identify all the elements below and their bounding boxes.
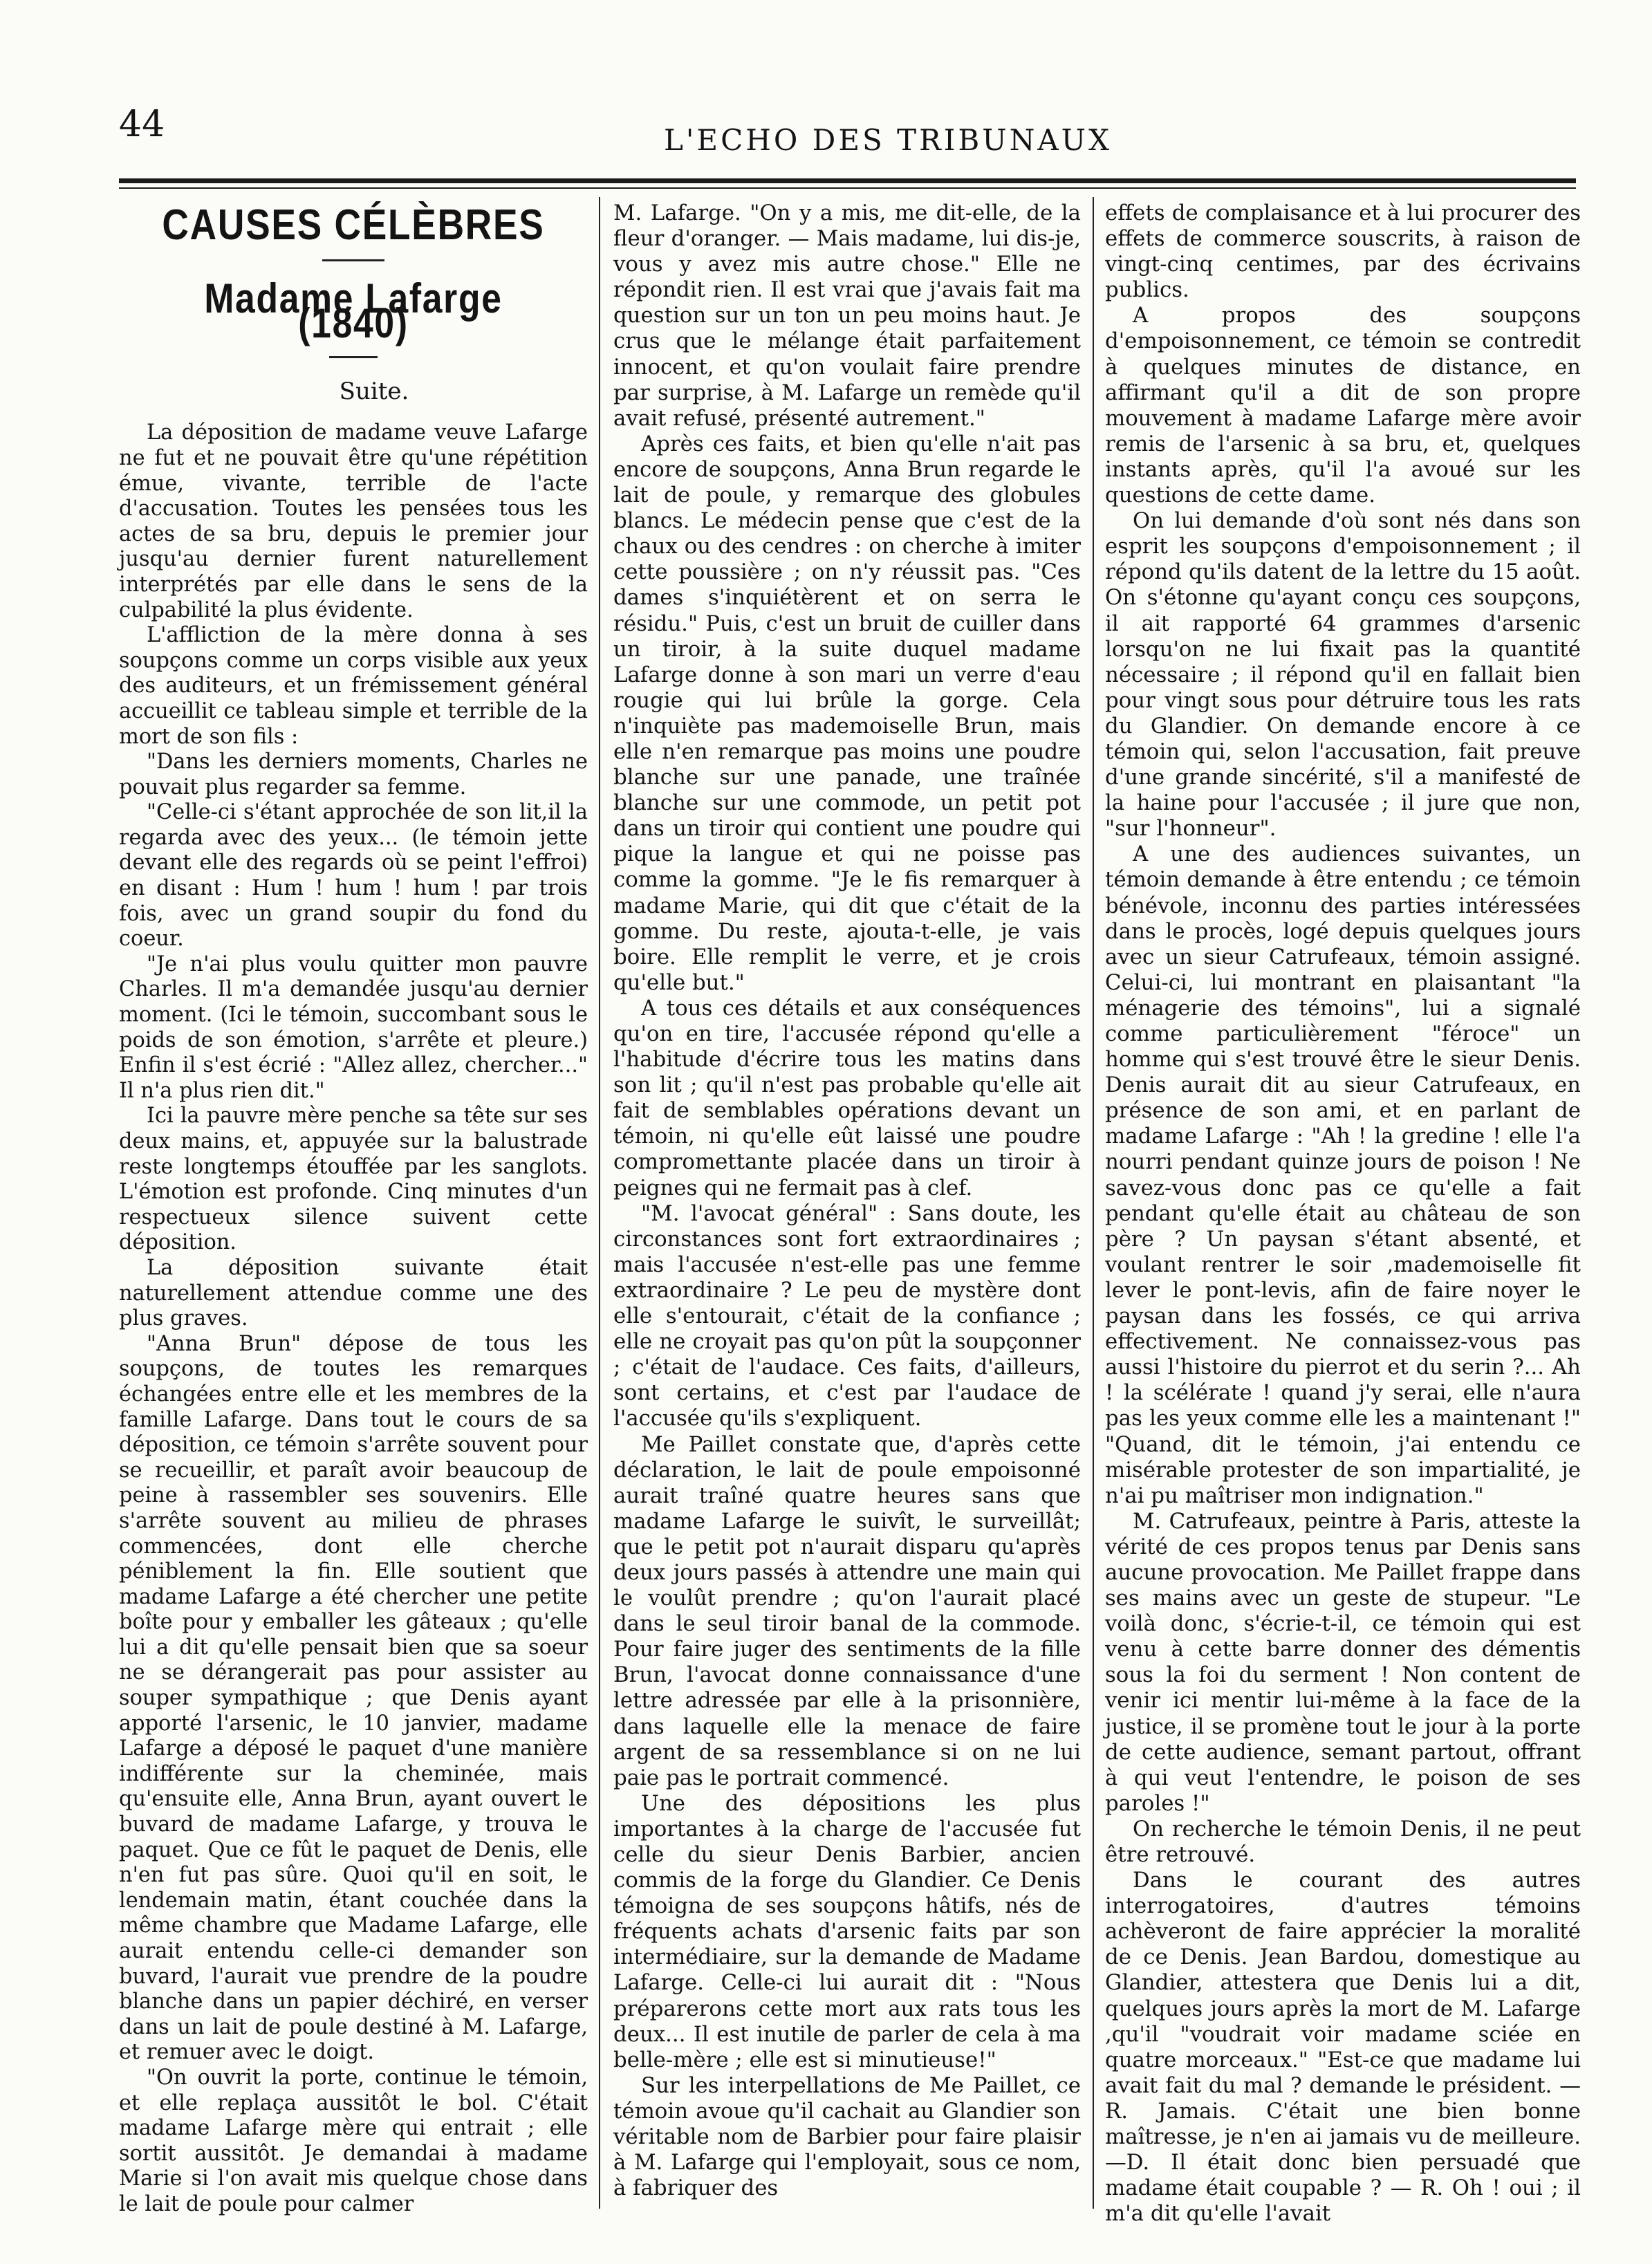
running-title: L'ECHO DES TRIBUNAUX bbox=[664, 123, 1112, 157]
paragraph: M. Catrufeaux, peintre à Paris, atteste la vérité de ces propos tenus par Denis sans aucune provocation. Me Paillet frappe dans ses mains avec un geste de stupeur. "Le voilà donc, s'écrie-t-il, ce témoin qui est venu à cette barre donner des démentis sous la foi du serment ! Non content de venir ici mentir lui-même à la face de la justice, il se promène tout le jour à la porte de cette audience, semant partout, offrant à qui veut l'entendre, le poison de ses paroles !" bbox=[1105, 1508, 1581, 1816]
column-divider-2 bbox=[1093, 197, 1094, 2209]
paragraph: M. Lafarge. "On y a mis, me dit-elle, de la fleur d'oranger. — Mais madame, lui dis-je, vous y avez mis autre chose." Elle ne répondit rien. Il est vrai que j'avais fait ma question sur un ton un peu moins haut. Je crus que le mélange était parfaitement innocent, et qu'on voulait faire prendre par surprise, à M. Lafarge un remède qu'il avait refusé, présenté autrement." bbox=[613, 201, 1081, 431]
article-title: Madame Lafarge (1840) bbox=[204, 275, 503, 347]
paragraph: "Celle-ci s'étant approchée de son lit,il la regarda avec des yeux... (le témoin jette devant elle des regards où se peint l'effroi) en disant : Hum ! hum ! hum ! par trois fois, avec un grand soupir du fond du coeur. bbox=[119, 800, 588, 952]
paragraph: "M. l'avocat général" : Sans doute, les circonstances sont fort extraordinaires ; mais l'accusée n'est-elle pas une femme extraordinaire ? Le peu de mystère dont elle s'entourait, c'était de la confiance ; elle ne croyait pas qu'on pût la soupçonner ; c'était de l'audace. Ces faits, d'ailleurs, sont certains, et c'est par l'audace de l'accusée qu'ils s'expliquent. bbox=[613, 1200, 1081, 1431]
paragraph: La déposition suivante était naturellement attendue comme une des plus graves. bbox=[119, 1255, 588, 1331]
section-rubric: CAUSES CÉLÈBRES bbox=[162, 201, 545, 249]
paragraph: Sur les interpellations de Me Paillet, ce témoin avoue qu'il cachait au Glandier son véritable nom de Barbier pour faire plaisir à M. Lafarge qui l'employait, sous ce nom, à fabriquer des bbox=[613, 2072, 1081, 2201]
paragraph: A tous ces détails et aux conséquences qu'on en tire, l'accusée répond qu'elle a l'habitude d'écrire tous les matins dans son lit ; qu'il n'est pas probable qu'elle ait fait de semblables opérations devant un témoin, ni qu'elle eût laissé une poudre compromettante placée dans un tiroir à peignes qui ne fermait pas à clef. bbox=[613, 995, 1081, 1200]
paragraph: "On ouvrit la porte, continue le témoin, et elle replaça aussitôt le bol. C'était madame Lafarge mère qui entrait ; elle sortit aussitôt. Je demandai à madame Marie si l'on avait mis quelque chose dans le lait de poule pour calmer bbox=[119, 2065, 588, 2216]
column-3 bbox=[1105, 201, 1581, 2227]
paragraph: effets de complaisance et à lui procurer des effets de commerce souscrits, à raison de vingt-cinq centimes, par des écrivains publics. bbox=[1105, 201, 1581, 303]
paragraph: On recherche le témoin Denis, il ne peut être retrouvé. bbox=[1105, 1816, 1581, 1867]
paragraph: A propos des soupçons d'empoisonnement, ce témoin se contredit à quelques minutes de distance, en affirmant qu'il a dit de son propre mouvement à madame Lafarge mère avoir remis de l'arsenic à sa bru, et, quelques instants après, qu'il l'a avoué sur les questions de cette dame. bbox=[1105, 303, 1581, 508]
paragraph: La déposition de madame veuve Lafarge ne fut et ne pouvait être qu'une répétition émue, vivante, terrible de l'acte d'accusation. Toutes les pensées tous les actes de sa bru, depuis le premier jour jusqu'au dernier furent naturellement interprétés par elle dans le sens de la culpabilité la plus évidente. bbox=[119, 420, 588, 622]
column-2 bbox=[613, 201, 1081, 2201]
paragraph: On lui demande d'où sont nés dans son esprit les soupçons d'empoisonnement ; il répond qu'ils datent de la lettre du 15 août. On s'étonne qu'ayant conçu ces soupçons, il ait rapporté 64 grammes d'arsenic lorsqu'on ne lui fixait pas la quantité nécessaire ; il répond qu'il en fallait bien pour vingt sous pour détruire tous les rats du Glandier. On demande encore à ce témoin qui, selon l'accusation, fait preuve d'une grande sincérité, s'il a manifesté de la haine pour l'accusée ; il jure que non, "sur l'honneur". bbox=[1105, 508, 1581, 842]
paragraph: Après ces faits, et bien qu'elle n'ait pas encore de soupçons, Anna Brun regarde le lait de poule, y remarque des globules blancs. Le médecin pense que c'est de la chaux ou des cendres : on cherche à imiter cette poussière ; on n'y réussit pas. "Ces dames s'inquiétèrent et on serra le résidu." Puis, c'est un bruit de cuiller dans un tiroir, à la suite duquel madame Lafarge donne à son mari un verre d'eau rougie qui lui brûle la gorge. Cela n'inquiète pas mademoiselle Brun, mais elle n'en remarque pas moins une poudre blanche sur une panade, une traînée blanche sur une commode, un petit pot dans un tiroir qui contient une poudre qui pique la langue et qui ne poisse pas comme la gomme. "Je le fis remarquer à madame Marie, qui dit que c'était de la gomme. Du reste, ajouta-t-elle, je vais boire. Elle remplit le verre, et je crois qu'elle but." bbox=[613, 431, 1081, 995]
paragraph: Ici la pauvre mère penche sa tête sur ses deux mains, et, appuyée sur la balustrade reste longtemps étouffée par les sanglots. L'émotion est profonde. Cinq minutes d'un respectueux silence suivent cette déposition. bbox=[119, 1104, 588, 1255]
paragraph: Dans le courant des autres interrogatoires, d'autres témoins achèveront de faire apprécier la moralité de ce Denis. Jean Bardou, domestique au Glandier, attestera que Denis lui a dit, quelques jours après la mort de M. Lafarge ,qu'il "voudrait voir madame sciée en quatre morceaux." "Est-ce que madame lui avait fait du mal ? demande le président. — R. Jamais. C'était une bien bonne maîtresse, je n'en ai jamais vu de meilleure.—D. Il était donc bien persuadé que madame était coupable ? — R. Oh ! oui ; il m'a dit qu'elle l'avait bbox=[1105, 1868, 1581, 2227]
paragraph: L'affliction de la mère donna à ses soupçons comme un corps visible aux yeux des auditeurs, et un frémissement général accueillit ce tableau simple et terrible de la mort de son fils : bbox=[119, 623, 588, 749]
paragraph: Me Paillet constate que, d'après cette déclaration, le lait de poule empoisonné aurait traîné quatre heures sans que madame Lafarge le suivît, le surveillât; que le petit pot n'aurait disparu qu'après deux jours passés à attendre une main qui le voulût prendre ; qu'on l'aurait placé dans le seul tiroir banal de la commode. Pour faire juger des sentiments de la fille Brun, l'avocat donne connaissance d'une lettre adressée par elle à la prisonnière, dans laquelle elle la menace de faire argent de sa ressemblance si on ne lui paie pas le portrait commencé. bbox=[613, 1431, 1081, 1790]
page-number: 44 bbox=[119, 104, 165, 145]
column-1 bbox=[119, 201, 588, 2218]
column-divider-1 bbox=[599, 197, 600, 2209]
paragraph: A une des audiences suivantes, un témoin demande à être entendu ; ce témoin bénévole, inconnu des parties intéressées dans le procès, logé depuis quelques jours avec un sieur Catrufeaux, témoin assigné. Celui-ci, lui montrant en plaisantant "la ménagerie des témoins", lui a signalé comme particulièrement "féroce" un homme qui s'est trouvé être le sieur Denis. Denis aurait dit au sieur Catrufeaux, en présence de son ami, et en parlant de madame Lafarge : "Ah ! la gredine ! elle l'a nourri pendant quinze jours de poison ! Ne savez-vous donc pas ce qu'elle a fait pendant qu'elle était au château de son père ? Un paysan s'étant absenté, et voulant rentrer le soir ,mademoiselle fit lever le pont-levis, afin de faire noyer le paysan dans les fossés, ce qui arriva effectivement. Ne connaissez-vous pas aussi l'histoire du pierrot et du serin ?... Ah ! la scélérate ! quand j'y serai, elle n'aura pas les yeux comme elle les a maintenant !" "Quand, dit le témoin, j'ai entendu ce misérable protester de son impartialité, je n'ai pu maîtriser mon indignation." bbox=[1105, 842, 1581, 1508]
header-rule-thick bbox=[119, 178, 1576, 183]
paragraph: "Je n'ai plus voulu quitter mon pauvre Charles. Il m'a demandée jusqu'au dernier moment. (Ici le témoin, succombant sous le poids de son émotion, s'arrête et pleure.) Enfin il s'est écrié : "Allez allez, chercher..." Il n'a plus rien dit." bbox=[119, 952, 588, 1103]
title-rule bbox=[329, 356, 378, 358]
header-rule-thin bbox=[119, 187, 1576, 189]
article-subtitle: Suite. bbox=[339, 377, 409, 405]
rubric-rule bbox=[322, 259, 384, 261]
paragraph: Une des dépositions les plus importantes à la charge de l'accusée fut celle du sieur Denis Barbier, ancien commis de la forge du Glandier. Ce Denis témoigna de ses soupçons hâtifs, nés de fréquents achats d'arsenic faits par son intermédiaire, sur la demande de Madame Lafarge. Celle-ci lui aurait dit : "Nous préparerons cette mort aux rats tous les deux... Il est inutile de parler de cela à ma belle-mère ; elle est si minutieuse!" bbox=[613, 1790, 1081, 2072]
paragraph: "Dans les derniers moments, Charles ne pouvait plus regarder sa femme. bbox=[119, 750, 588, 799]
paragraph: "Anna Brun" dépose de tous les soupçons, de toutes les remarques échangées entre elle et les membres de la famille Lafarge. Dans tout le cours de sa déposition, ce témoin s'arrête souvent pour se recueillir, et paraît avoir beaucoup de peine à rassembler ses souvenirs. Elle s'arrête souvent au milieu de phrases commencées, dont elle cherche péniblement la fin. Elle soutient que madame Lafarge a été chercher une petite boîte pour y emballer les gâteaux ; qu'elle lui a dit qu'elle pensait bien que sa soeur ne se dérangerait pas pour assister au souper sympathique ; que Denis ayant apporté l'arsenic, le 10 janvier, madame Lafarge a déposé le paquet d'une manière indifférente sur la cheminée, mais qu'ensuite elle, Anna Brun, ayant ouvert le buvard de madame Lafarge, y trouva le paquet. Que ce fût le paquet de Denis, elle n'en fut pas sûre. Quoi qu'il en soit, le lendemain matin, étant couchée dans la même chambre que Madame Lafarge, elle aurait entendu celle-ci demander son buvard, l'aurait vue prendre de la poudre blanche dans un papier déchiré, en verser dans un lait de poule destiné à M. Lafarge, et remuer avec le doigt. bbox=[119, 1331, 588, 2065]
